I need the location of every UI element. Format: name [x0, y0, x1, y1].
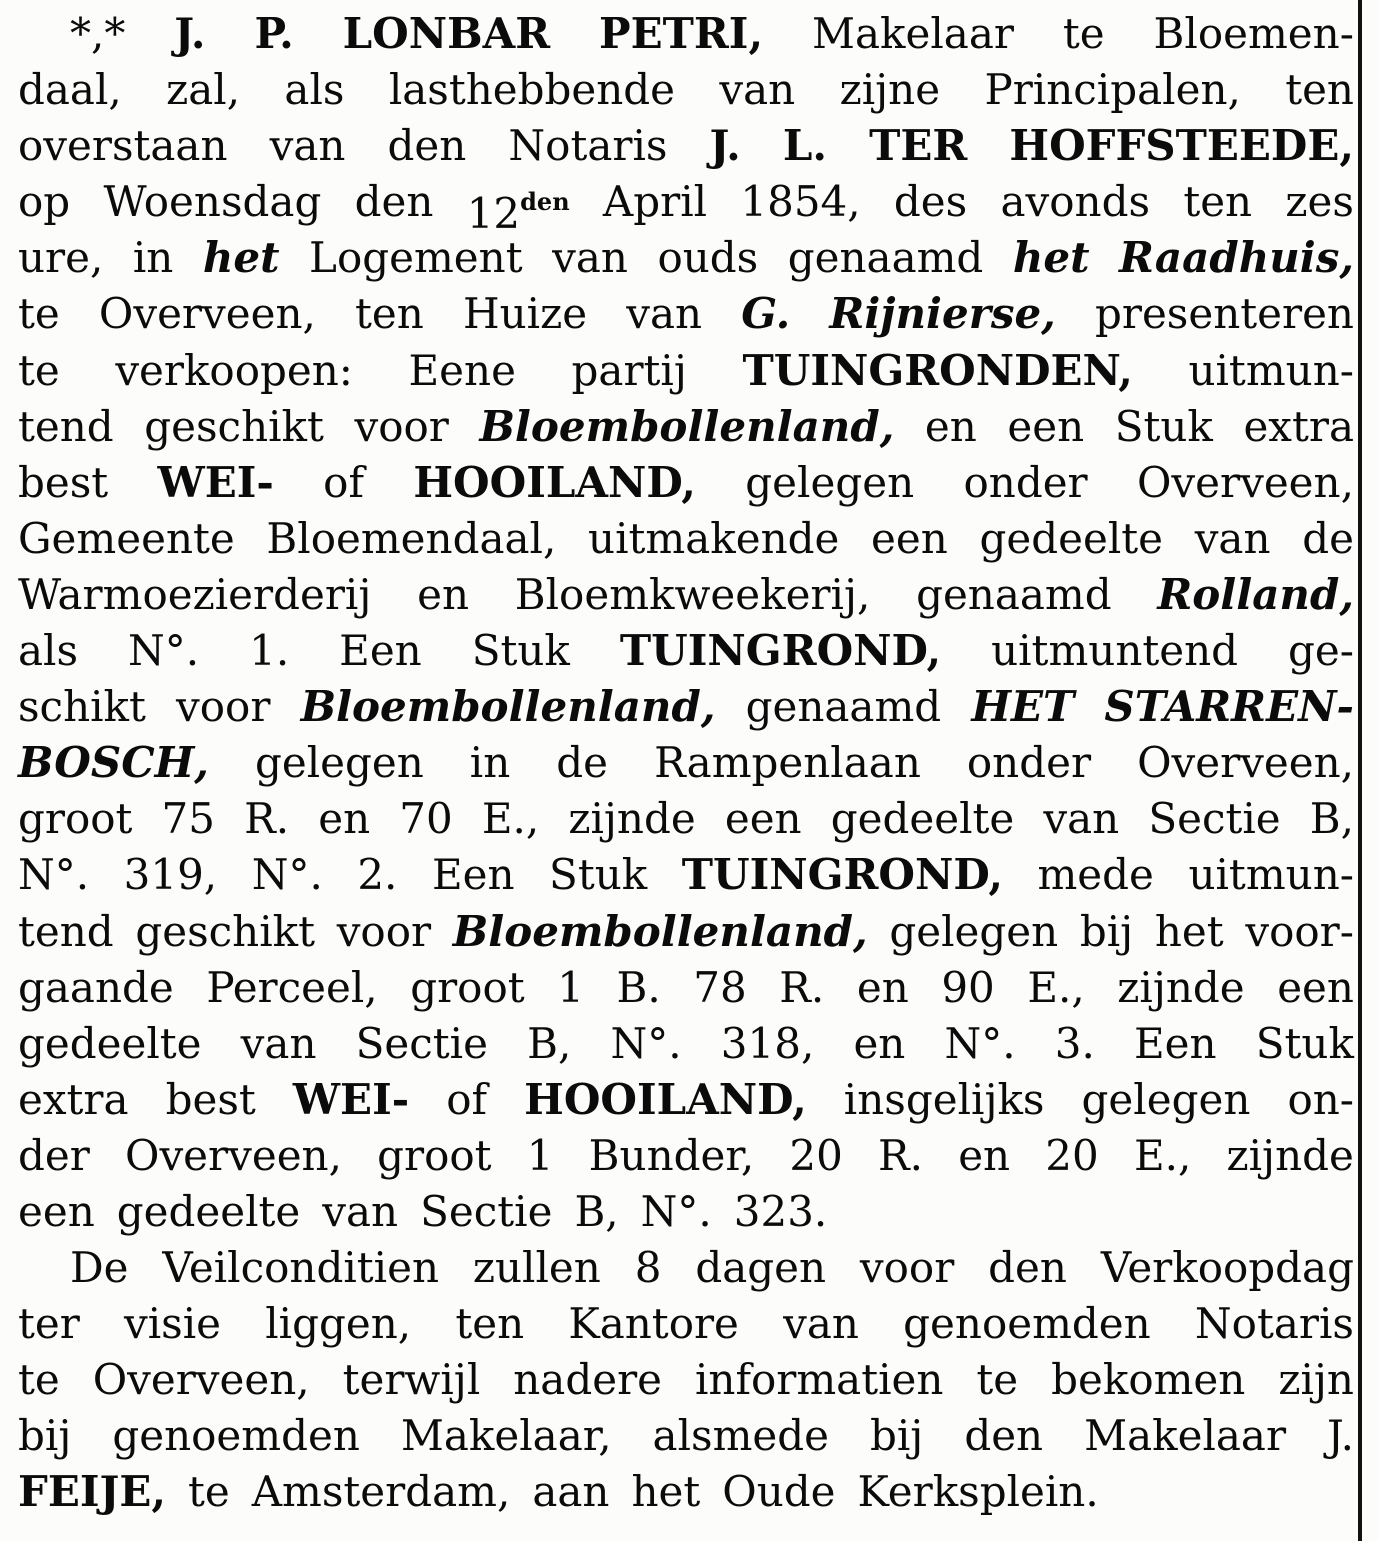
word: R. — [244, 794, 290, 844]
word: TER — [869, 121, 968, 171]
word: den — [354, 177, 434, 227]
word: 318, — [720, 1018, 815, 1068]
word: LONBAR — [342, 9, 551, 58]
word: best — [18, 457, 109, 507]
word: N°. — [18, 850, 90, 900]
word: een — [871, 513, 948, 563]
word: Principalen, — [984, 65, 1241, 115]
text-line — [18, 847, 1354, 903]
word: HOOILAND, — [524, 1074, 807, 1124]
word: of — [323, 457, 365, 507]
word: gelegen — [254, 738, 424, 788]
word: onder — [966, 738, 1092, 788]
word: B, — [527, 1018, 572, 1068]
word: de — [1302, 513, 1354, 563]
word: zullen — [472, 1243, 601, 1293]
word: verkoopen: — [115, 345, 353, 395]
word: J. — [709, 121, 741, 171]
word: bij — [1079, 906, 1134, 956]
word: Notaris — [1194, 1299, 1354, 1349]
word: en — [856, 962, 909, 1012]
text-line — [18, 623, 1354, 679]
word: informatien — [694, 1355, 944, 1405]
word: 8 — [634, 1243, 662, 1293]
text-line — [18, 6, 1354, 62]
word: geschikt — [144, 401, 324, 451]
word: N°. — [944, 1018, 1016, 1068]
word: Een — [339, 626, 422, 676]
word: Amsterdam, — [251, 1467, 511, 1517]
word: genaamd — [787, 233, 984, 283]
word: Stuk — [1114, 401, 1213, 451]
word: Rampenlaan — [654, 738, 921, 788]
word: ten — [1285, 65, 1354, 115]
word: Huize — [462, 289, 588, 339]
word: N°. — [251, 850, 323, 900]
word: April — [602, 177, 708, 227]
text-line — [18, 960, 1354, 1016]
word: in — [469, 738, 511, 788]
word: avonds — [1000, 177, 1151, 227]
word: ge- — [1288, 626, 1354, 676]
word: 1. — [249, 626, 290, 676]
text-line — [18, 118, 1354, 174]
word: overstaan — [18, 121, 228, 171]
word: te — [976, 1355, 1019, 1405]
text-line — [18, 1184, 1354, 1240]
word: P. — [254, 9, 294, 58]
word: Bloemkweekerij, — [514, 569, 871, 619]
word: lasthebbende — [388, 65, 676, 115]
word: gedeelte — [830, 794, 1015, 844]
word: uitmun- — [1188, 850, 1354, 900]
word: van — [783, 1299, 859, 1349]
word: voor — [336, 906, 432, 956]
word: uitmun- — [1188, 345, 1354, 395]
word: $12^{den}$ — [466, 187, 570, 239]
word: genoemden — [112, 1411, 360, 1461]
word: uitmakende — [588, 513, 840, 563]
word: J. — [174, 9, 206, 58]
text-line — [18, 62, 1354, 118]
word: ten — [355, 289, 424, 339]
word: Overveen, — [98, 289, 316, 339]
word: en — [958, 1130, 1011, 1180]
word: HOFFSTEEDE, — [1009, 121, 1354, 171]
word: Sectie — [420, 1186, 553, 1236]
word: en — [318, 794, 371, 844]
word: zijnde — [1117, 962, 1245, 1012]
word: alsmede — [652, 1411, 829, 1461]
word: der — [18, 1130, 90, 1180]
word: Bloemendaal, — [266, 513, 557, 563]
word: Gemeente — [18, 513, 235, 563]
word: te — [1062, 9, 1105, 58]
word: onder — [963, 457, 1088, 507]
word: visie — [124, 1299, 222, 1349]
word: Bloembollenland, — [300, 682, 716, 732]
word: te — [18, 1355, 60, 1405]
text-line — [18, 1352, 1354, 1408]
word: WEI- — [292, 1074, 410, 1124]
word: het — [1154, 906, 1224, 956]
word: Eene — [408, 345, 516, 395]
text-line — [18, 286, 1354, 342]
word: G. — [741, 289, 791, 339]
word: aan — [532, 1467, 610, 1517]
word: ten — [1183, 177, 1253, 227]
word: Verkoopdag — [1100, 1243, 1354, 1293]
word: tend — [18, 401, 114, 451]
word: Makelaar, — [400, 1411, 612, 1461]
text-line — [18, 1128, 1354, 1184]
word: E., — [481, 794, 540, 844]
text-line — [18, 904, 1354, 960]
text-line — [18, 455, 1354, 511]
word: STARREN- — [1104, 682, 1354, 732]
word: bij — [869, 1411, 924, 1461]
word: en — [853, 1018, 906, 1068]
word: R. — [779, 962, 825, 1012]
word: een — [1007, 401, 1085, 451]
word: HET — [971, 682, 1075, 732]
word: gelegen — [1081, 1074, 1251, 1124]
word: Logement — [309, 233, 523, 283]
word: FEIJE, — [18, 1467, 166, 1517]
word: Stuk — [1255, 1018, 1354, 1068]
word: gedeelte — [979, 513, 1164, 563]
word: zijn — [1278, 1355, 1354, 1405]
word: liggen, — [265, 1299, 412, 1349]
text-line — [18, 174, 1354, 239]
word: een — [1277, 962, 1354, 1012]
word: als — [284, 65, 345, 115]
word: Stuk — [549, 850, 648, 900]
text-line — [18, 1464, 1354, 1520]
word: een — [18, 1186, 95, 1236]
word: N°. — [128, 626, 200, 676]
word: Rijnierse, — [829, 289, 1056, 339]
word: Bloembollenland, — [452, 906, 868, 956]
word: gaande — [18, 962, 174, 1012]
word: en — [417, 569, 470, 619]
word: B, — [1309, 794, 1354, 844]
word: *,* — [70, 9, 126, 58]
word: TUINGROND, — [619, 626, 942, 676]
word: geschikt — [135, 906, 315, 956]
word: Sectie — [355, 1018, 488, 1068]
word: De — [70, 1243, 129, 1293]
column-rule — [1358, 0, 1362, 1541]
word: terwijl — [342, 1355, 481, 1405]
word: 3. — [1054, 1018, 1095, 1068]
word: B. — [616, 962, 661, 1012]
word: Een — [431, 850, 515, 900]
text-line — [18, 735, 1354, 791]
word: PETRI, — [599, 9, 764, 58]
word: Warmoezierderij — [18, 569, 372, 619]
word: het — [1012, 233, 1090, 283]
word: van — [1194, 513, 1271, 563]
word: bij — [18, 1411, 72, 1461]
word: gelegen — [745, 457, 915, 507]
word: 2. — [357, 850, 398, 900]
word: L. — [782, 121, 828, 171]
word: schikt — [18, 682, 146, 732]
word: nadere — [513, 1355, 662, 1405]
word: voor — [859, 1243, 955, 1293]
word: 90 — [941, 962, 995, 1012]
word: ten — [455, 1299, 525, 1349]
word: 70 — [399, 794, 453, 844]
text-line — [18, 1240, 1354, 1296]
word: op — [18, 177, 71, 227]
word: als — [18, 626, 79, 676]
word: den — [988, 1243, 1067, 1293]
word: tend — [18, 906, 114, 956]
word: te — [187, 1467, 230, 1517]
word: groot — [377, 1130, 492, 1180]
word: Oude — [722, 1467, 836, 1517]
word: 1854, — [740, 177, 861, 227]
word: on- — [1287, 1074, 1354, 1124]
word: N°. — [610, 1018, 682, 1068]
word: te — [18, 345, 60, 395]
word: R. — [878, 1130, 924, 1180]
word: genoemden — [903, 1299, 1151, 1349]
word: voor — [176, 682, 271, 732]
word: Overveen, — [125, 1130, 342, 1180]
word: zal, — [166, 65, 241, 115]
word: 20 — [1045, 1130, 1099, 1180]
word: B, — [574, 1186, 619, 1236]
word: N°. — [640, 1186, 712, 1236]
word: in — [132, 233, 174, 283]
advertisement-text — [18, 6, 1354, 1521]
word: Sectie — [1148, 794, 1281, 844]
word: van — [240, 1018, 317, 1068]
word: het — [631, 1467, 701, 1517]
word: best — [165, 1074, 256, 1124]
word: Overveen, — [1137, 457, 1354, 507]
word: J. — [1327, 1411, 1354, 1461]
word: 1 — [557, 962, 584, 1012]
word: Notaris — [508, 121, 668, 171]
word: extra — [18, 1074, 129, 1124]
word: Veilconditien — [162, 1243, 439, 1293]
word: Woensdag — [103, 177, 322, 227]
word: E., — [1027, 962, 1085, 1012]
word: gelegen — [889, 906, 1059, 956]
word: zijnde — [1226, 1130, 1354, 1180]
text-line — [18, 791, 1354, 847]
word: 75 — [161, 794, 215, 844]
word: Kerksplein. — [857, 1467, 1099, 1517]
word: genaamd — [745, 682, 942, 732]
word: mede — [1037, 850, 1154, 900]
word: E., — [1133, 1130, 1192, 1180]
word: TUINGRONDEN, — [742, 345, 1133, 395]
word: Een — [1134, 1018, 1217, 1068]
word: Kantore — [568, 1299, 739, 1349]
word: Perceel, — [206, 962, 378, 1012]
word: gedeelte — [116, 1186, 301, 1236]
word: of — [446, 1074, 488, 1124]
word: Bunder, — [588, 1130, 755, 1180]
word: van — [269, 121, 346, 171]
word: van — [626, 289, 703, 339]
word: van — [719, 65, 796, 115]
word: extra — [1243, 401, 1354, 451]
word: van — [552, 233, 628, 283]
word: zijne — [839, 65, 941, 115]
word: groot — [410, 962, 525, 1012]
word: Overveen, — [1137, 738, 1354, 788]
word: presenteren — [1094, 289, 1354, 339]
word: van — [1043, 794, 1120, 844]
text-line — [18, 1016, 1354, 1072]
text-line — [18, 1296, 1354, 1352]
word: genaamd — [916, 569, 1112, 619]
word: de — [556, 738, 609, 788]
word: 1 — [526, 1130, 554, 1180]
word: Makelaar — [1084, 1411, 1287, 1461]
word: het — [202, 233, 280, 283]
word: dagen — [695, 1243, 827, 1293]
word: groot — [18, 794, 133, 844]
word: HOOILAND, — [413, 457, 696, 507]
word: Makelaar — [812, 9, 1014, 58]
word: ter — [18, 1299, 80, 1349]
text-line — [18, 567, 1354, 623]
word: gedeelte — [18, 1018, 202, 1068]
word: Stuk — [471, 626, 570, 676]
word: zijnde — [568, 794, 696, 844]
word: van — [322, 1186, 399, 1236]
word: Bloemen- — [1153, 9, 1354, 58]
word: BOSCH, — [18, 738, 209, 788]
word: WEI- — [157, 457, 274, 507]
word: TUINGROND, — [681, 850, 1003, 900]
word: 323. — [733, 1186, 828, 1236]
text-line — [18, 1408, 1354, 1464]
word: den — [964, 1411, 1044, 1461]
word: des — [893, 177, 968, 227]
text-line — [18, 343, 1354, 399]
text-line — [18, 511, 1354, 567]
word: en — [924, 401, 977, 451]
word: Raadhuis, — [1119, 233, 1354, 283]
word: ouds — [657, 233, 759, 283]
word: Overveen, — [92, 1355, 310, 1405]
word: partij — [571, 345, 687, 395]
word: ure, — [18, 233, 104, 283]
text-line — [18, 1072, 1354, 1128]
word: bekomen — [1051, 1355, 1246, 1405]
word: Rolland, — [1157, 569, 1354, 619]
word: voor — [354, 401, 449, 451]
word: insgelijks — [843, 1074, 1045, 1124]
word: een — [724, 794, 802, 844]
word: daal, — [18, 65, 122, 115]
word: zes — [1285, 177, 1354, 227]
word: 20 — [789, 1130, 843, 1180]
text-line — [18, 230, 1354, 286]
word: uitmuntend — [991, 626, 1239, 676]
text-line — [18, 399, 1354, 455]
word: voor- — [1245, 906, 1354, 956]
word: te — [18, 289, 60, 339]
word: den — [387, 121, 467, 171]
word: 319, — [123, 850, 218, 900]
text-line — [18, 679, 1354, 735]
word: 78 — [693, 962, 747, 1012]
word: Bloembollenland, — [479, 401, 895, 451]
